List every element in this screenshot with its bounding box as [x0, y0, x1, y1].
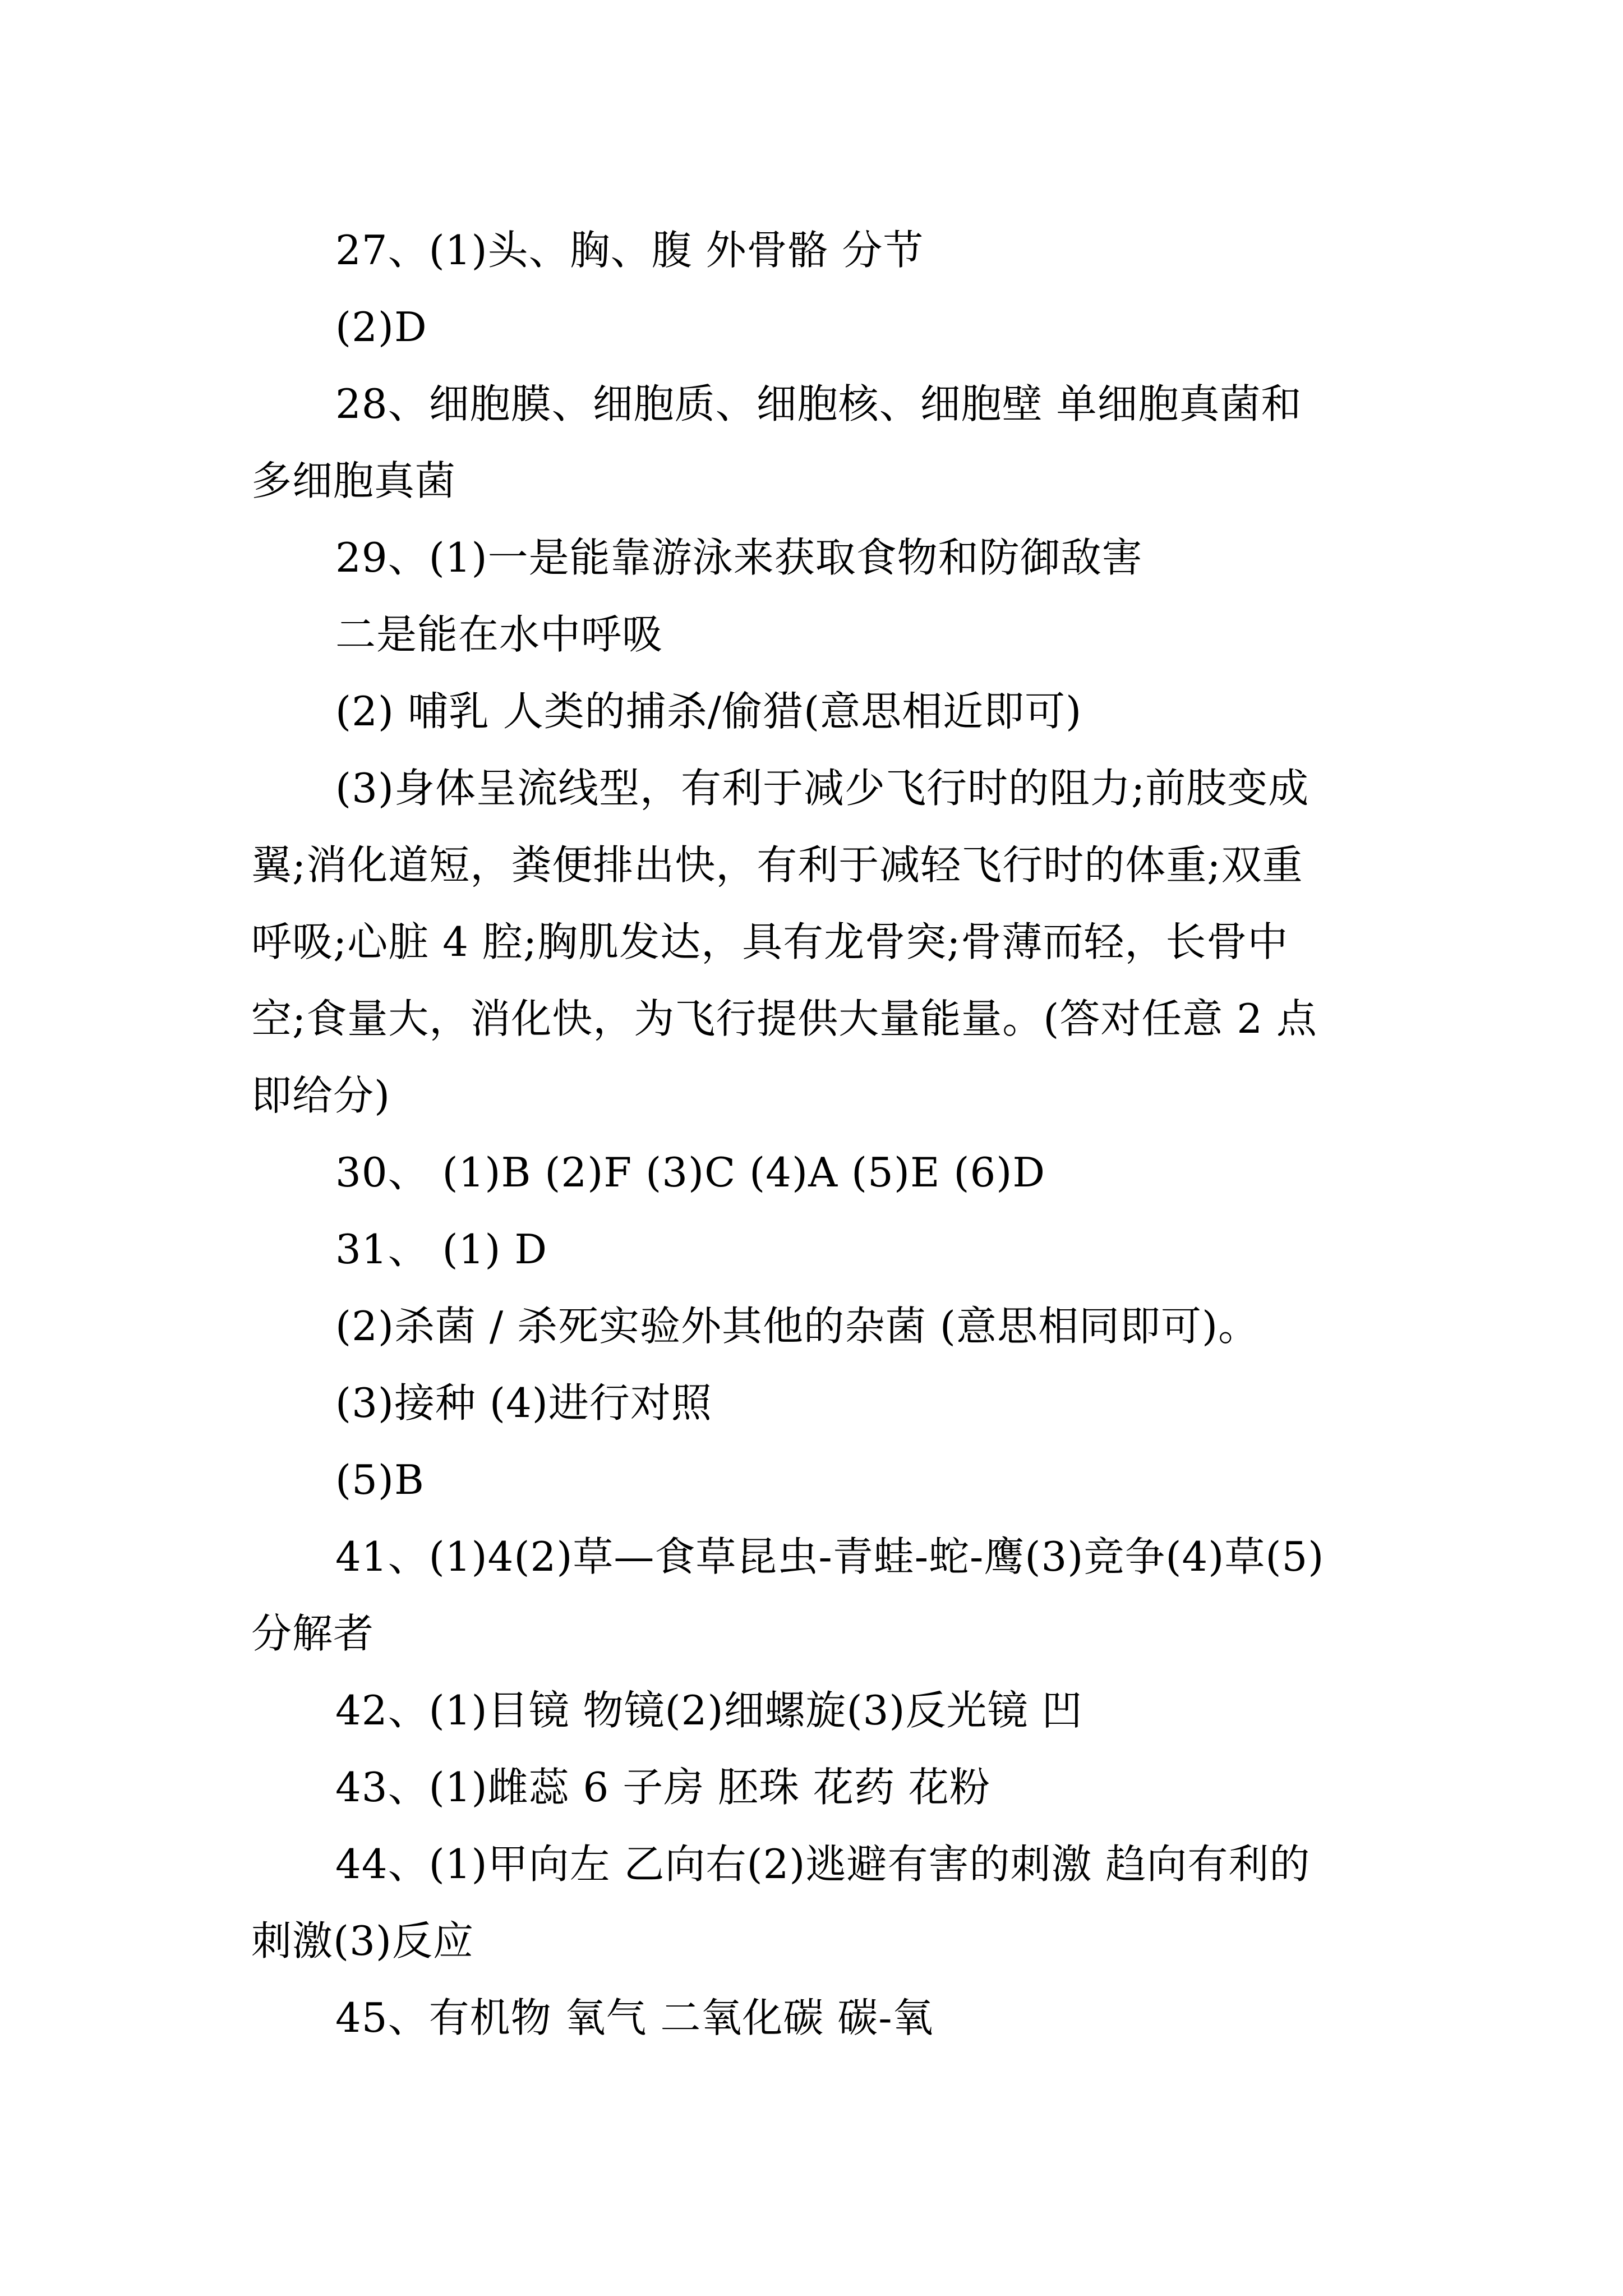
- answer-44-continuation-line: 刺激(3)反应: [251, 1917, 474, 1964]
- answer-44-line: 44、(1)甲向左 乙向右(2)逃避有害的刺激 趋向有利的: [335, 1841, 1311, 1888]
- answer-29-part3-continuation-1: 翼;消化道短，粪便排出快，有利于减轻飞行时的体重;双重: [251, 841, 1303, 889]
- answer-27-line: 27、(1)头、胸、腹 外骨骼 分节: [335, 227, 924, 274]
- answer-29-part1b-line: 二是能在水中呼吸: [335, 611, 663, 658]
- answer-45-line: 45、有机物 氧气 二氧化碳 碳-氧: [335, 1994, 934, 2041]
- answer-31-part2-line: (2)杀菌 / 杀死实验外其他的杂菌 (意思相同即可)。: [335, 1303, 1260, 1350]
- answer-28-line: 28、细胞膜、细胞质、细胞核、细胞壁 单细胞真菌和: [335, 380, 1302, 427]
- answer-29-part3-continuation-4: 即给分): [251, 1072, 391, 1119]
- answer-41-continuation-line: 分解者: [251, 1610, 375, 1657]
- answer-41-line: 41、(1)4(2)草—食草昆虫-青蛙-蛇-鹰(3)竞争(4)草(5): [335, 1533, 1325, 1580]
- answer-28-continuation-line: 多细胞真菌: [251, 457, 457, 504]
- answer-29-part3-continuation-2: 呼吸;心脏 4 腔;胸肌发达，具有龙骨突;骨薄而轻，长骨中: [251, 918, 1289, 965]
- answer-29-part3-line: (3)身体呈流线型，有利于减少飞行时的阻力;前肢变成: [335, 765, 1310, 812]
- answer-31-line: 31、 (1) D: [335, 1226, 548, 1273]
- answer-42-line: 42、(1)目镜 物镜(2)细螺旋(3)反光镜 凹: [335, 1687, 1083, 1734]
- answer-31-part3-line: (3)接种 (4)进行对照: [335, 1379, 712, 1427]
- answer-31-part5-line: (5)B: [335, 1456, 425, 1503]
- answer-30-line: 30、 (1)B (2)F (3)C (4)A (5)E (6)D: [335, 1149, 1046, 1196]
- answer-29-part3-continuation-3: 空;食量大，消化快，为飞行提供大量能量。(答对任意 2 点: [251, 995, 1317, 1042]
- answer-27-part2-line: (2)D: [335, 303, 427, 351]
- answer-29-line: 29、(1)一是能靠游泳来获取食物和防御敌害: [335, 534, 1143, 581]
- answer-29-part2-line: (2) 哺乳 人类的捕杀/偷猎(意思相近即可): [335, 688, 1082, 735]
- answer-text-block: [251, 212, 1384, 2056]
- answer-43-line: 43、(1)雌蕊 6 子房 胚珠 花药 花粉: [335, 1764, 990, 1811]
